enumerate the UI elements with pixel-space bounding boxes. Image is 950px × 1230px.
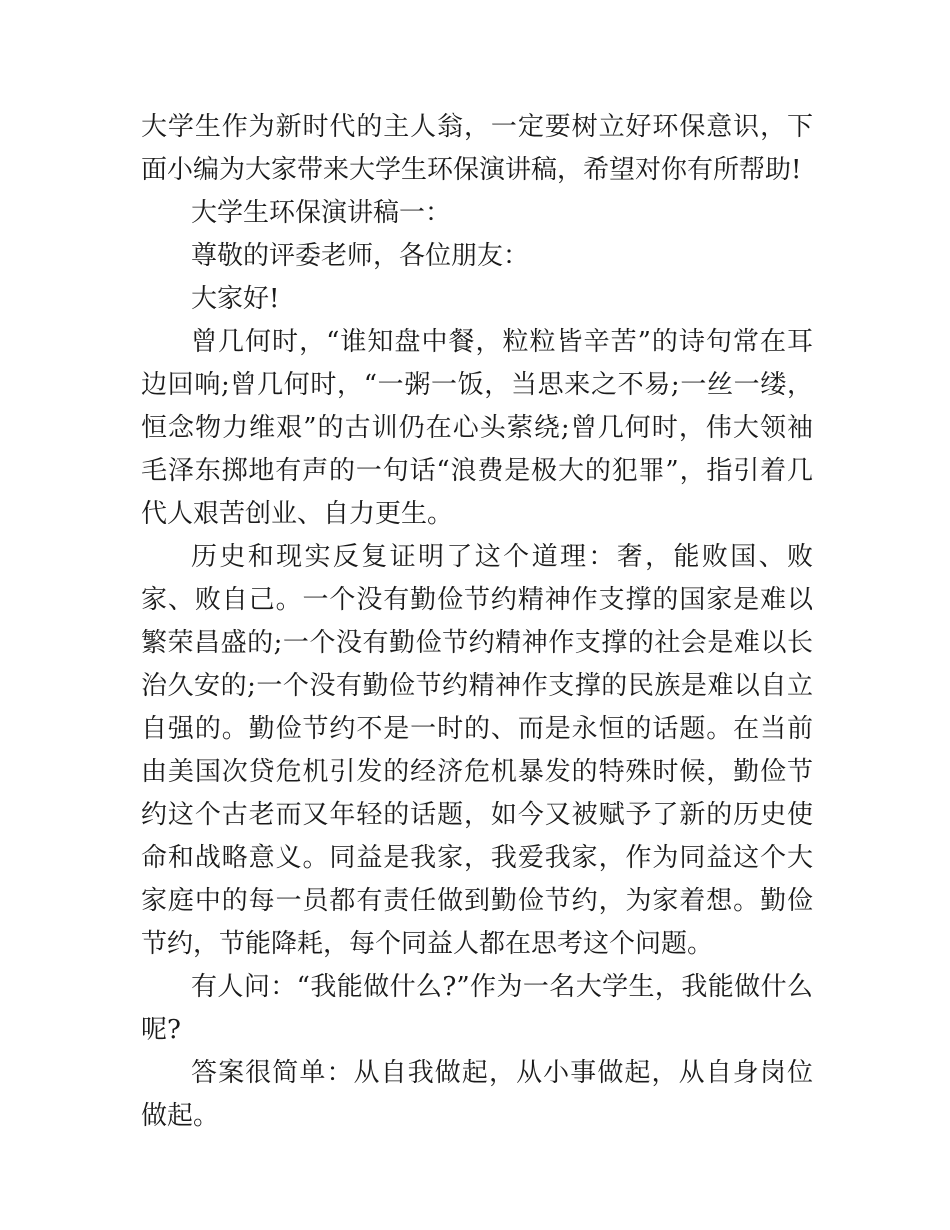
salutation: 尊敬的评委老师，各位朋友：: [191, 241, 530, 271]
body-paragraph: 有人问：“我能做什么?”作为一名大学生，我能做什么呢?: [141, 972, 813, 1045]
document-body: [141, 106, 813, 1138]
body-paragraph: 答案很简单：从自我做起，从小事做起，从自身岗位做起。: [141, 1058, 813, 1131]
body-paragraph: 历史和现实反复证明了这个道理：奢，能败国、败家、败自己。一个没有勤俭节约精神作支撑的国家是难以繁荣昌盛的;一个没有勤俭节约精神作支撑的社会是难以长治久安的;一个没有勤俭节约精神作支撑的民族是难以自立自强的。勤俭节约不是一时的、而是永恒的话题。在当前由美国次贷危机引发的经济危机暴发的特殊时候，勤俭节约这个古老而又年轻的话题，如今又被赋予了新的历史使命和战略意义。同益是我家，我爱我家，作为同益这个大家庭中的每一员都有责任做到勤俭节约，为家着想。勤俭节约，节能降耗，每个同益人都在思考这个问题。: [141, 542, 813, 959]
speech-heading: 大学生环保演讲稿一：: [191, 198, 452, 228]
intro-paragraph: 大学生作为新时代的主人翁，一定要树立好环保意识，下面小编为大家带来大学生环保演讲稿，希望对你有所帮助!: [141, 112, 813, 185]
greeting: 大家好!: [191, 284, 280, 314]
body-paragraph: 曾几何时，“谁知盘中餐，粒粒皆辛苦”的诗句常在耳边回响;曾几何时，“一粥一饭，当思来之不易;一丝一缕，恒念物力维艰”的古训仍在心头萦绕;曾几何时，伟大领袖毛泽东掷地有声的一句话“浪费是极大的犯罪”，指引着几代人艰苦创业、自力更生。: [141, 327, 813, 529]
